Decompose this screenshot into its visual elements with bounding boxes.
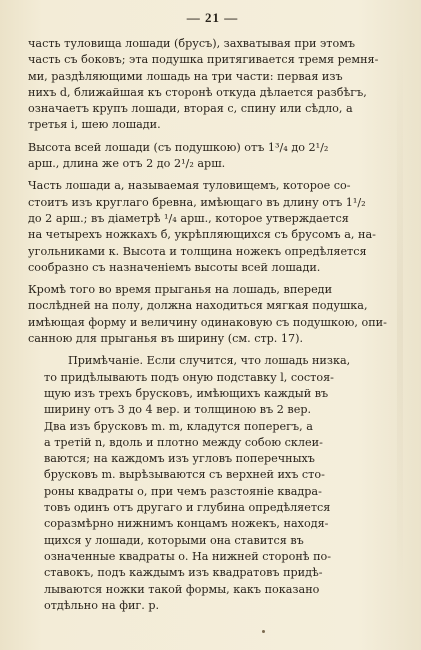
text-line: брусковъ m. вырѣзываются съ верхней ихъ сто- — [44, 468, 325, 482]
text-line: лываются ножки такой формы, какъ показано — [44, 582, 320, 596]
text-line: имѣющая форму и величину одинаковую съ подушкою, опи- — [28, 315, 387, 329]
text-line: третья i, шею лошади. — [28, 118, 161, 132]
text-line: товъ одинъ отъ другаго и глубина опредѣляется — [44, 501, 331, 515]
text-line: Кромѣ того во время прыганья на лошадь, впереди — [28, 283, 333, 297]
text-line: щихся у лошади, которыми она ставится въ — [44, 533, 304, 547]
text-line: означенные квадраты o. На нижней сторонѣ по- — [44, 549, 332, 563]
text-line: ваются; на каждомъ изъ угловъ поперечныхъ — [44, 452, 315, 466]
text-line: угольниками к. Высота и толщина ножекъ опредѣляется — [28, 244, 367, 258]
text-line: Высота всей лошади (съ подушкою) отъ 1³/₄ до 2¹/₂ — [28, 140, 329, 154]
text-line: сообразно съ назначеніемъ высоты всей лошади. — [28, 260, 321, 274]
text-line: Примѣчаніе. Если случится, что лошадь низка, — [68, 354, 351, 368]
paragraph-3 — [28, 178, 397, 276]
text-line: до 2 арш.; въ діаметрѣ ¹/₄ арш., которое утверждается — [28, 211, 349, 225]
text-line: Часть лошади a, называемая туловищемъ, которое со- — [28, 179, 351, 193]
paragraph-1 — [28, 36, 397, 134]
text-line: нихъ d, ближайшая къ сторонѣ откуда дѣлается разбѣгъ, — [28, 85, 367, 99]
text-line: означаетъ крупъ лошади, вторая c, спину или сѣдло, а — [28, 102, 353, 116]
print-speck — [262, 630, 265, 633]
text-line: на четырехъ ножкахъ б, укрѣпляющихся съ брусомъ a, на- — [28, 228, 376, 242]
text-line: роны квадраты o, при чемъ разстояніе квадра- — [44, 484, 322, 498]
note-paragraph — [28, 353, 397, 614]
text-line: щую изъ трехъ брусковъ, имѣющихъ каждый въ — [44, 386, 329, 400]
paragraph-4 — [28, 282, 397, 347]
text-line: отдѣльно на фиг. р. — [44, 598, 160, 612]
text-line: послѣдней на полу, должна находиться мягкая подушка, — [28, 299, 368, 313]
text-line: Два изъ брусковъ m. m, кладутся поперегъ, а — [44, 419, 313, 433]
text-line: ставокъ, подъ каждымъ изъ квадратовъ придѣ- — [44, 566, 323, 580]
text-line: санною для прыганья въ ширину (см. стр. 17). — [28, 332, 304, 346]
text-line: часть съ боковъ; эта подушка притягивается тремя ремня- — [28, 53, 379, 67]
text-line: часть туловища лошади (брусъ), захватывая при этомъ — [28, 37, 356, 50]
text-line: стоитъ изъ круглаго бревна, имѣющаго въ длину отъ 1¹/₂ — [28, 195, 366, 209]
page-number: — 21 — — [186, 10, 239, 25]
text-line: ширину отъ 3 до 4 вер. и толщиною въ 2 вер. — [44, 403, 312, 417]
text-line: а третій n, вдоль и плотно между собою склеи- — [44, 435, 323, 449]
page-shading — [397, 40, 403, 600]
text-line: арш., длина же отъ 2 до 2¹/₂ арш. — [28, 157, 226, 171]
text-line: соразмѣрно нижнимъ концамъ ножекъ, находя- — [44, 517, 329, 531]
text-line: то придѣлывають подъ оную подставку l, состоя- — [44, 370, 334, 384]
paragraph-2 — [28, 140, 397, 173]
text-line: ми, раздѣляющими лошадь на три части: первая изъ — [28, 69, 343, 83]
